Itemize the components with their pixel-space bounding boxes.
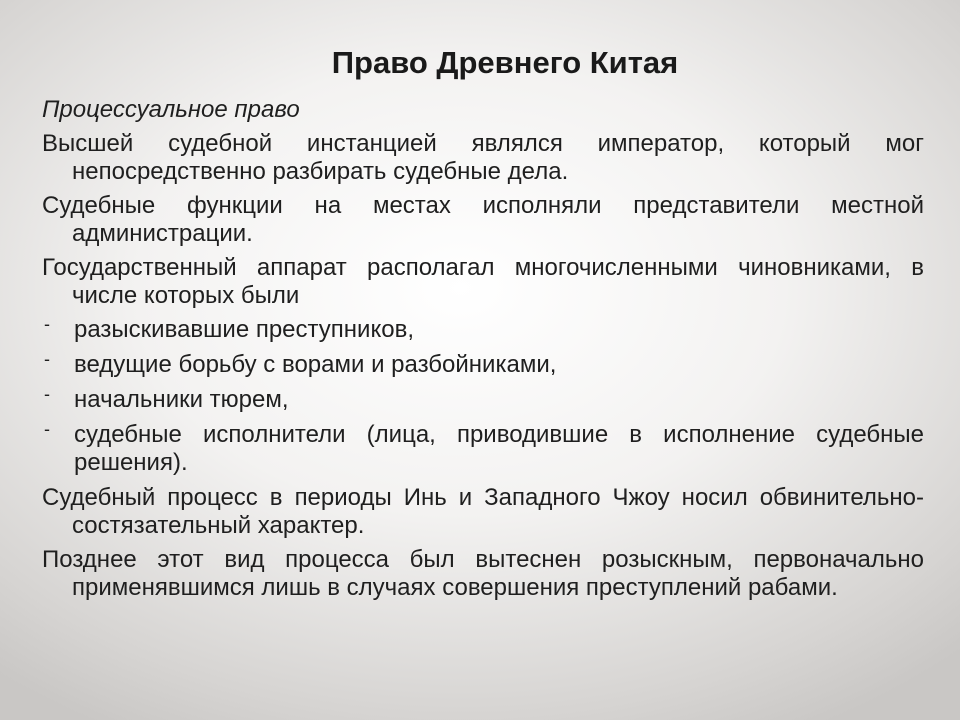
paragraph: Судебные функции на местах исполняли представители местной администрации. [42,192,924,247]
paragraph: Высшей судебной инстанцией являлся император, который мог непосредственно разбирать судебные дела. [42,130,924,185]
slide-content [42,96,924,608]
paragraph: Государственный аппарат располагал многочисленными чиновниками, в числе которых были [42,254,924,309]
list-item [42,316,924,344]
list-item-text: разыскивавшие преступников, [74,316,414,343]
list-item [42,386,924,414]
officials-list [42,316,924,477]
dash-bullet: - [44,384,50,404]
list-item-text: начальники тюрем, [74,386,289,413]
dash-bullet: - [44,314,50,334]
list-item-text: ведущие борьбу с ворами и разбойниками, [74,351,557,378]
dash-bullet: - [44,419,50,439]
list-item-text: судебные исполнители (лица, приводившие в исполнение судебные решения). [74,421,924,476]
list-item [42,421,924,477]
paragraph: Судебный процесс в периоды Инь и Западного Чжоу носил обвинительно-состязательный характер. [42,484,924,539]
list-item [42,351,924,379]
section-subtitle: Процессуальное право [42,96,300,123]
dash-bullet: - [44,349,50,369]
paragraph: Позднее этот вид процесса был вытеснен розыскным, первоначально применявшимся лишь в случаях совершения преступлений рабами. [42,546,924,601]
slide-title: Право Древнего Китая [331,45,679,80]
